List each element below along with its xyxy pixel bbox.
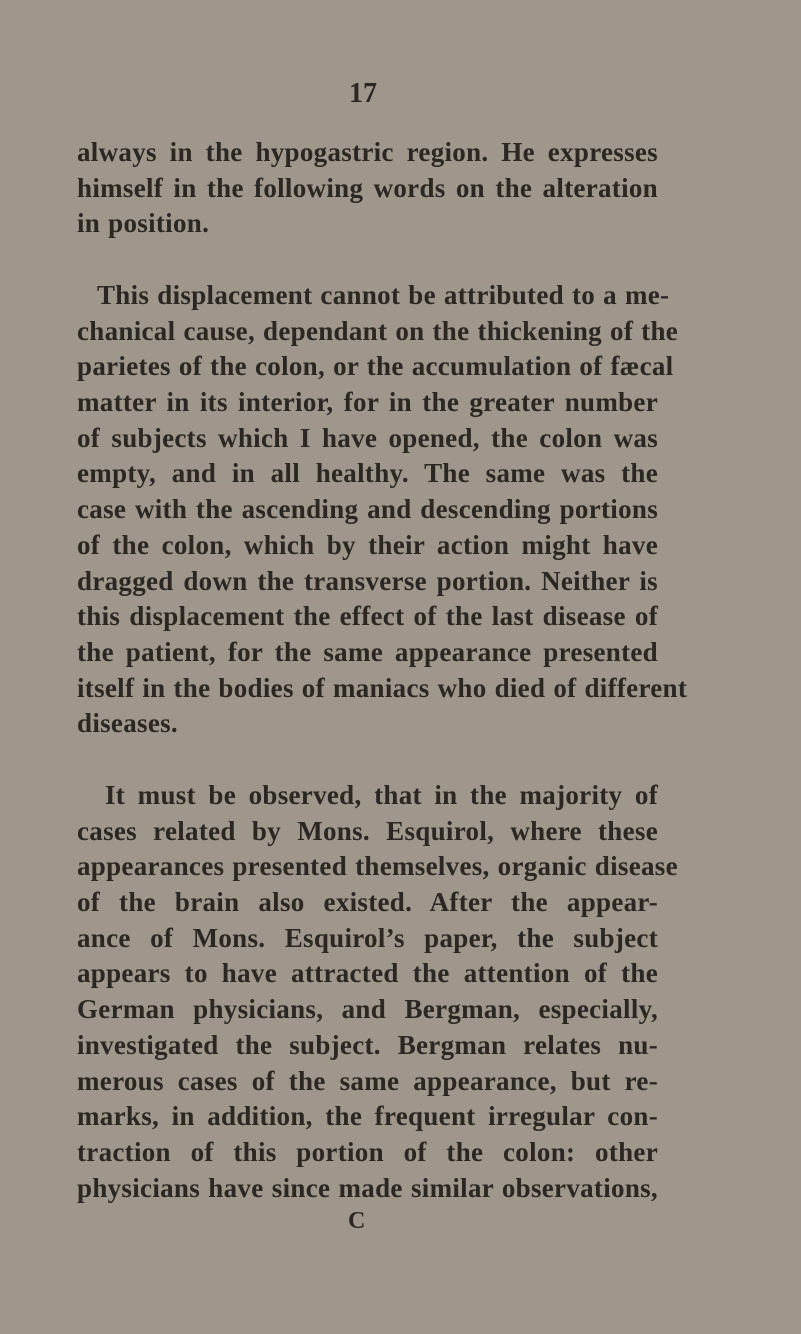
text-line: always in the hypogastric region. He expresses <box>77 137 658 167</box>
text-line: cases related by Mons. Esquirol, where these <box>77 815 658 846</box>
text-line: German physicians, and Bergman, especially, <box>77 994 658 1025</box>
text-line: chanical cause, dependant on the thickening of the <box>77 315 679 346</box>
text-line: in position. <box>77 208 210 239</box>
text-line: of subjects which I have opened, the colon was <box>77 422 658 453</box>
text-line: ance of Mons. Esquirol’s paper, the subject <box>77 922 658 953</box>
text-line: appearances presented themselves, organic disease <box>77 851 678 882</box>
text-line: traction of this portion of the colon: other <box>77 1136 658 1167</box>
text-line: marks, in addition, the frequent irregular con- <box>77 1101 658 1132</box>
signature-mark: C <box>348 1208 366 1234</box>
text-line: physicians have since made similar observations, <box>77 1172 658 1203</box>
text-line: of the colon, which by their action might have <box>77 529 658 560</box>
text-line: of the brain also existed. After the appear- <box>77 887 658 918</box>
text-line: the patient, for the same appearance presented <box>77 636 658 667</box>
page-number: 17 <box>349 78 377 109</box>
paragraph-1 <box>77 135 658 242</box>
text-line: appears to have attracted the attention of the <box>77 958 658 989</box>
paragraph-3 <box>77 778 678 1206</box>
text-line: diseases. <box>77 708 178 739</box>
text-line: merous cases of the same appearance, but re- <box>77 1065 658 1096</box>
text-line: this displacement the effect of the last disease of <box>77 601 658 632</box>
text-line: This displacement cannot be attributed to a me- <box>97 280 670 310</box>
text-line: dragged down the transverse portion. Neither is <box>77 565 658 596</box>
text-line: It must be observed, that in the majority of <box>105 780 658 810</box>
text-line: himself in the following words on the alteration <box>77 172 658 203</box>
text-line: itself in the bodies of maniacs who died of different <box>77 672 688 703</box>
text-line: investigated the subject. Bergman relates nu- <box>77 1029 658 1060</box>
paragraph-2 <box>77 278 688 742</box>
text-line: matter in its interior, for in the greater number <box>77 387 658 418</box>
text-line: case with the ascending and descending portions <box>77 494 658 525</box>
text-line: empty, and in all healthy. The same was the <box>77 458 658 489</box>
text-line: parietes of the colon, or the accumulation of fæcal <box>77 351 674 382</box>
